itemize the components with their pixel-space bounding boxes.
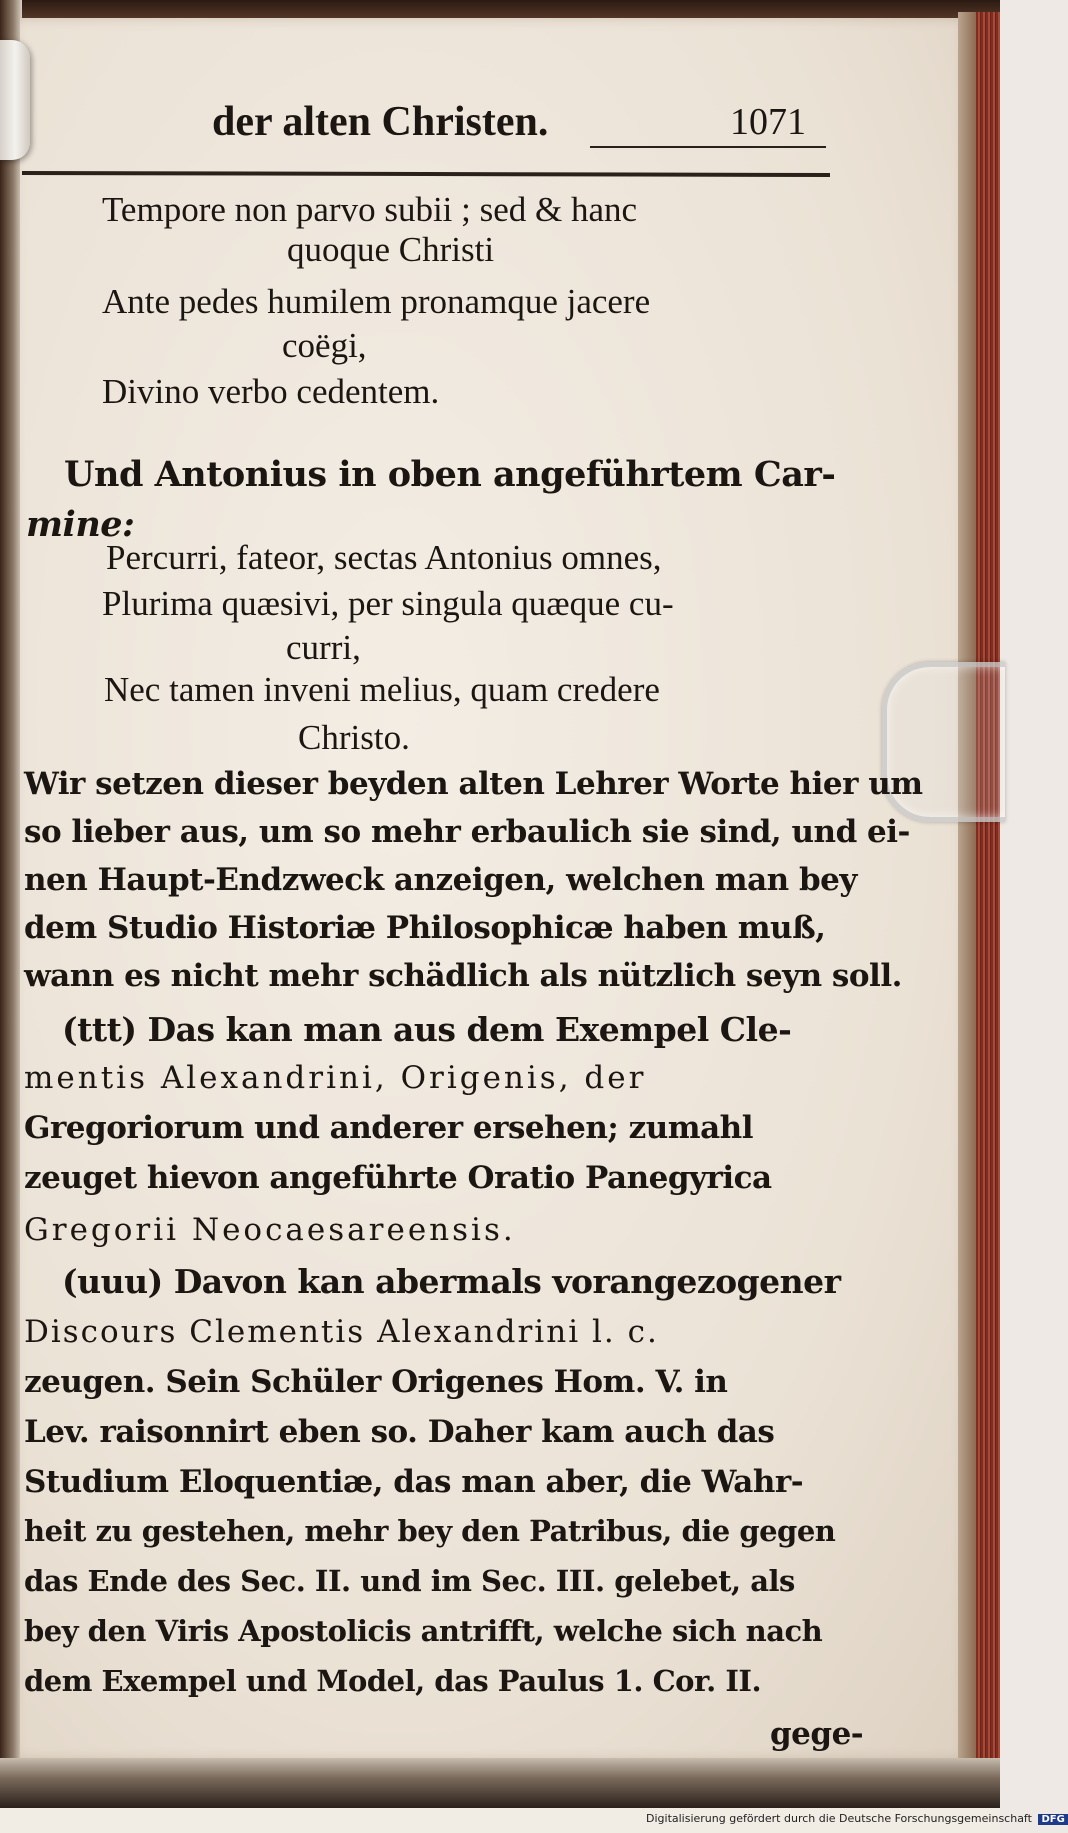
text-line: dem Studio Historiæ Philosophicæ haben muß,	[24, 910, 826, 946]
footnote-line: zeugen. Sein Schüler Origenes Hom. V. in	[24, 1364, 728, 1400]
dfg-logo: DFG	[1038, 1814, 1067, 1825]
text-line: Und Antonius in oben angeführtem Car-	[64, 454, 836, 495]
text-line: so lieber aus, um so mehr erbaulich sie sind, und ei-	[24, 814, 910, 850]
footnote-line: dem Exempel und Model, das Paulus 1. Cor. II.	[24, 1664, 762, 1698]
verse-line: curri,	[286, 628, 361, 667]
verse-line: Plurima quæsivi, per singula quæque cu-	[102, 584, 674, 623]
footnote-line: Gregoriorum und anderer ersehen; zumahl	[24, 1110, 753, 1146]
header-rule-short	[590, 146, 826, 148]
verse-line: Christo.	[298, 718, 410, 757]
page-number: 1071	[730, 101, 806, 143]
verse-line: quoque Christi	[287, 230, 495, 269]
footnote-line: bey den Viris Apostolicis antrifft, welche sich nach	[24, 1614, 823, 1648]
footnote-line: heit zu gestehen, mehr bey den Patribus, die gegen	[24, 1514, 836, 1548]
verse-line: Nec tamen inveni melius, quam credere	[104, 670, 660, 709]
left-binding	[0, 0, 22, 1760]
verse-line: Tempore non parvo subii ; sed & hanc	[102, 190, 638, 229]
footnote-line: Lev. raisonnirt eben so. Daher kam auch das	[24, 1414, 775, 1450]
text-line: mine:	[26, 504, 135, 545]
footnote-line: mentis Alexandrini, Origenis, der	[24, 1060, 647, 1096]
footnote-line: (uuu) Davon kan abermals vorangezogener	[62, 1262, 841, 1301]
page-edge-shadow	[958, 12, 976, 1772]
footnote-line: Gregorii Neocaesareensis.	[24, 1212, 516, 1248]
verse-line: Percurri, fateor, sectas Antonius omnes,	[106, 538, 662, 577]
text-line: wann es nicht mehr schädlich als nützlich seyn soll.	[24, 958, 902, 994]
digitization-credit	[646, 1812, 1068, 1825]
text-line: Wir setzen dieser beyden alten Lehrer Worte hier um	[24, 766, 923, 802]
book-cover-bottom	[0, 1758, 1000, 1808]
footnote-line: Discours Clementis Alexandrini l. c.	[24, 1314, 659, 1350]
running-header: der alten Christen.	[212, 99, 549, 145]
verse-line: coëgi,	[282, 326, 367, 365]
footnote-line: zeuget hievon angeführte Oratio Panegyrica	[24, 1160, 772, 1196]
left-page-clip	[0, 40, 30, 160]
footnote-line: (ttt) Das kan man aus dem Exempel Cle-	[62, 1010, 792, 1049]
verse-line: Ante pedes humilem pronamque jacere	[102, 282, 651, 321]
footnote-line: Studium Eloquentiæ, das man aber, die Wahr-	[24, 1464, 804, 1500]
credit-text: Digitalisierung gefördert durch die Deutsche Forschungsgemeinschaft	[646, 1812, 1032, 1825]
page-edges-red	[976, 12, 1000, 1772]
verse-line: Divino verbo cedentem.	[102, 372, 440, 411]
catchword: gege-	[770, 1716, 864, 1752]
footnote-line: das Ende des Sec. II. und im Sec. III. gelebet, als	[24, 1564, 795, 1598]
text-line: nen Haupt-Endzweck anzeigen, welchen man bey	[24, 862, 857, 898]
